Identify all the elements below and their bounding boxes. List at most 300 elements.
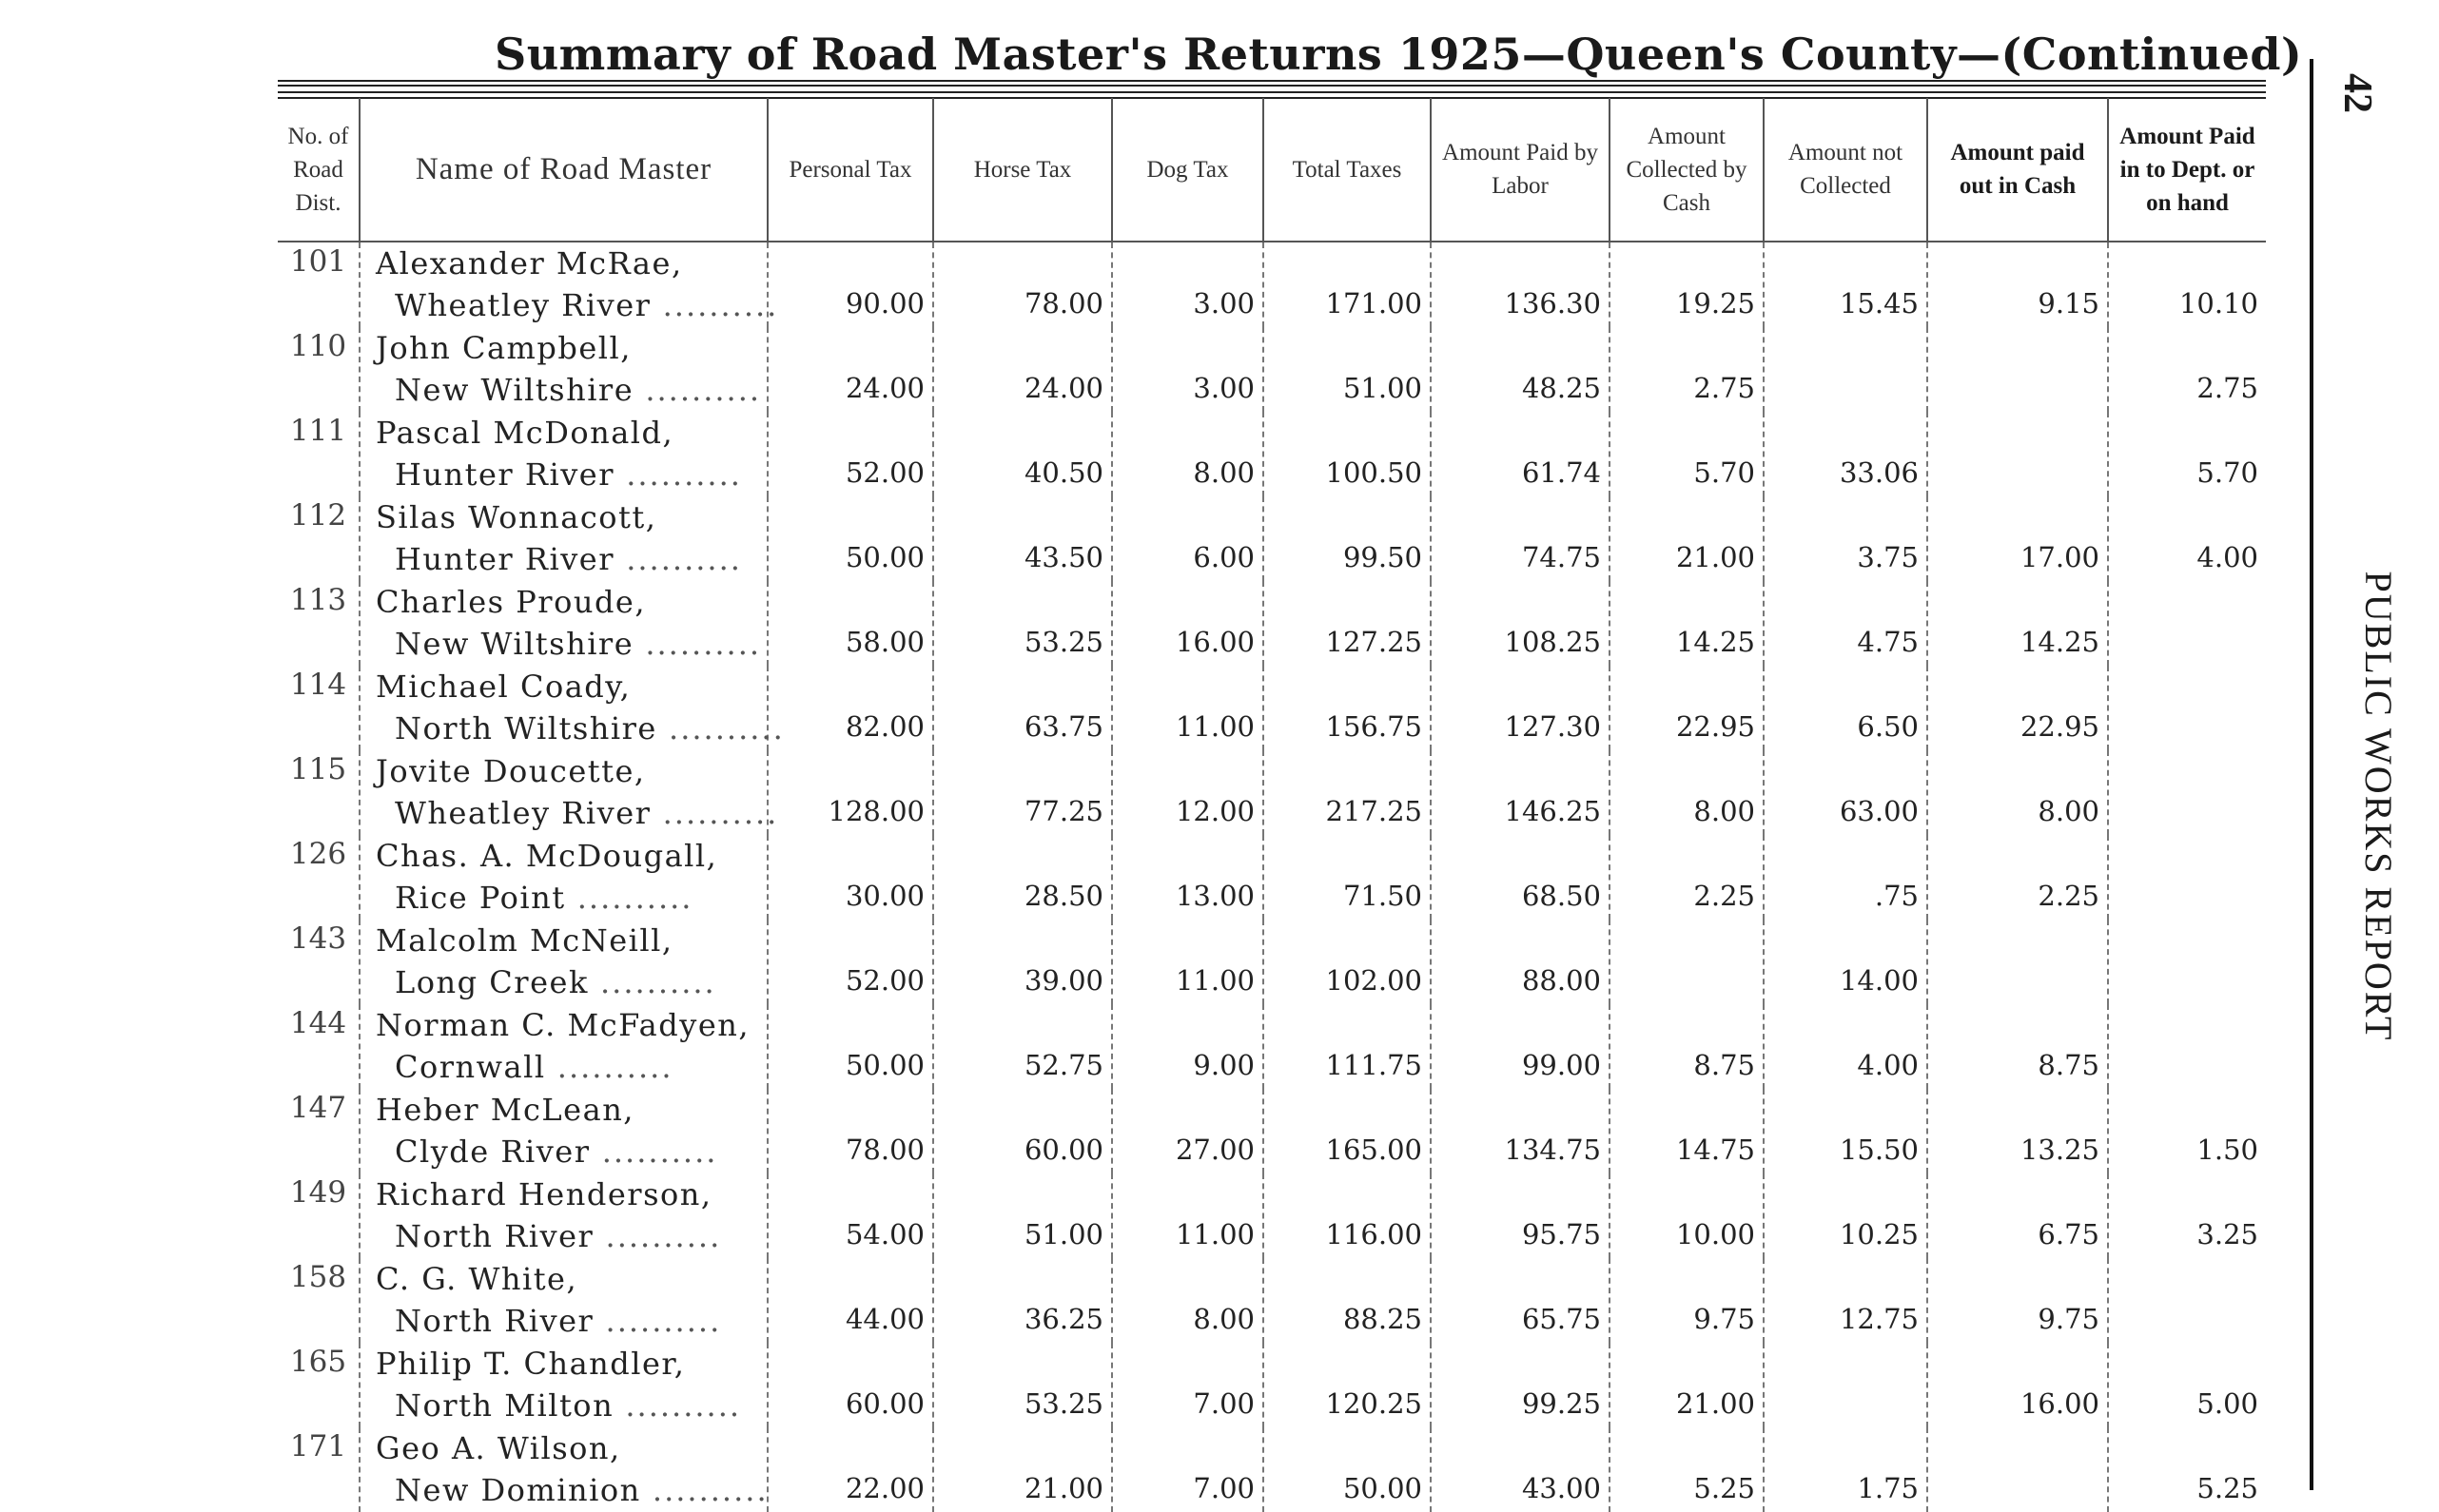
road-master-place-line — [376, 1385, 759, 1426]
cell-value: 100.50 — [1325, 456, 1422, 489]
leader-dots: .......... — [614, 1387, 742, 1424]
cell-value: 1.50 — [2196, 1134, 2258, 1166]
leader-dots: .......... — [651, 287, 779, 323]
road-master-name: Michael Coady, — [376, 669, 632, 705]
cell-value: 54.00 — [845, 1218, 925, 1250]
collected-by-cash-cell — [1610, 1089, 1764, 1173]
dog-tax-cell — [1112, 750, 1263, 835]
collected-by-cash-cell — [1610, 750, 1764, 835]
leader-dots: .......... — [615, 541, 742, 577]
cell-value: 127.30 — [1504, 710, 1601, 743]
paid-to-dept-cell — [2108, 1173, 2266, 1258]
road-master-place-line — [376, 961, 759, 1003]
total-taxes-cell — [1263, 327, 1431, 412]
horse-tax-cell — [933, 242, 1112, 327]
cell-value: 51.00 — [1024, 1218, 1103, 1250]
paid-out-cash-cell — [1927, 496, 2108, 581]
road-district-number: 115 — [289, 752, 347, 786]
road-district-number: 144 — [289, 1006, 347, 1040]
cell-value: 7.00 — [1193, 1387, 1255, 1420]
paid-out-cash-cell — [1927, 666, 2108, 750]
table-row — [278, 242, 2266, 327]
cell-value: 7.00 — [1193, 1472, 1255, 1504]
horse-tax-cell — [933, 750, 1112, 835]
horse-tax-cell — [933, 1258, 1112, 1343]
total-taxes-cell — [1263, 1258, 1431, 1343]
cell-value: 74.75 — [1521, 541, 1601, 573]
not-collected-cell — [1764, 750, 1927, 835]
cell-value: 11.00 — [1175, 964, 1255, 997]
paid-by-labor-cell — [1431, 327, 1610, 412]
collected-by-cash-cell — [1610, 1004, 1764, 1089]
table-row — [278, 1004, 2266, 1089]
personal-tax-cell — [768, 327, 933, 412]
road-master-cell — [360, 581, 768, 666]
table-row — [278, 1258, 2266, 1343]
total-taxes-cell — [1263, 1427, 1431, 1512]
collected-by-cash-cell — [1610, 1173, 1764, 1258]
paid-by-labor-cell — [1431, 1427, 1610, 1512]
road-master-place-line — [376, 1469, 769, 1511]
paid-to-dept-cell — [2108, 581, 2266, 666]
not-collected-cell — [1764, 581, 1927, 666]
cell-value: 22.00 — [845, 1472, 925, 1504]
collected-by-cash-cell — [1610, 242, 1764, 327]
dog-tax-cell — [1112, 1343, 1263, 1427]
cell-value: 3.00 — [1193, 287, 1255, 320]
total-taxes-cell — [1263, 750, 1431, 835]
cell-value: .75 — [1874, 880, 1919, 912]
cell-value: 52.00 — [845, 456, 925, 489]
road-district-number: 149 — [289, 1175, 347, 1210]
cell-value: 30.00 — [845, 880, 925, 912]
road-master-place: New Wiltshire — [395, 372, 634, 408]
paid-to-dept-cell — [2108, 1089, 2266, 1173]
cell-value: 63.75 — [1024, 710, 1103, 743]
leader-dots: .......... — [545, 1049, 673, 1085]
road-master-place: Wheatley River — [395, 795, 652, 831]
collected-by-cash-cell — [1610, 666, 1764, 750]
personal-tax-cell — [768, 835, 933, 920]
road-master-place-line — [376, 1215, 759, 1257]
cell-value: 5.25 — [1693, 1472, 1755, 1504]
not-collected-cell — [1764, 327, 1927, 412]
cell-value: 50.00 — [845, 541, 925, 573]
cell-value: 78.00 — [845, 1134, 925, 1166]
dog-tax-cell — [1112, 835, 1263, 920]
total-taxes-cell — [1263, 1004, 1431, 1089]
header-paid-to-dept: Amount Paid in to Dept. or on hand — [2108, 98, 2266, 242]
cell-value: 6.00 — [1193, 541, 1255, 573]
cell-value: 39.00 — [1024, 964, 1103, 997]
paid-to-dept-cell — [2108, 1258, 2266, 1343]
cell-value: 13.25 — [2019, 1134, 2099, 1166]
cell-value: 5.70 — [1693, 456, 1755, 489]
road-master-cell — [360, 1343, 768, 1427]
paid-to-dept-cell — [2108, 1427, 2266, 1512]
road-master-name: Pascal McDonald, — [376, 415, 674, 451]
road-master-place: North River — [395, 1218, 595, 1254]
road-district-number: 147 — [289, 1091, 347, 1125]
road-master-place: New Dominion — [395, 1472, 641, 1508]
cell-value: 4.00 — [1857, 1049, 1919, 1081]
road-master-name: Malcolm McNeill, — [376, 922, 673, 959]
road-master-place: Clyde River — [395, 1134, 591, 1170]
table-header-row — [278, 98, 2266, 242]
header-horse-tax: Horse Tax — [933, 98, 1112, 242]
cell-value: 11.00 — [1175, 710, 1255, 743]
paid-by-labor-cell — [1431, 835, 1610, 920]
cell-value: 43.50 — [1024, 541, 1103, 573]
road-master-name: Norman C. McFadyen, — [376, 1007, 751, 1043]
road-master-cell — [360, 920, 768, 1004]
horse-tax-cell — [933, 835, 1112, 920]
cell-value: 5.00 — [2196, 1387, 2258, 1420]
paid-by-labor-cell — [1431, 1089, 1610, 1173]
table-row — [278, 1173, 2266, 1258]
road-district-number: 143 — [289, 921, 347, 956]
not-collected-cell — [1764, 1427, 1927, 1512]
header-personal-tax: Personal Tax — [768, 98, 933, 242]
collected-by-cash-cell — [1610, 920, 1764, 1004]
personal-tax-cell — [768, 1089, 933, 1173]
collected-by-cash-cell — [1610, 1258, 1764, 1343]
paid-out-cash-cell — [1927, 1343, 2108, 1427]
road-master-place-line — [376, 538, 759, 580]
cell-value: 11.00 — [1175, 1218, 1255, 1250]
road-master-cell — [360, 412, 768, 496]
road-district-number: 110 — [289, 329, 347, 363]
road-master-place: North Wiltshire — [395, 710, 657, 746]
cell-value: 22.95 — [2019, 710, 2099, 743]
cell-value: 9.00 — [1193, 1049, 1255, 1081]
not-collected-cell — [1764, 1089, 1927, 1173]
leader-dots: .......... — [656, 710, 785, 746]
personal-tax-cell — [768, 496, 933, 581]
cell-value: 111.75 — [1325, 1049, 1422, 1081]
horse-tax-cell — [933, 1004, 1112, 1089]
cell-value: 82.00 — [845, 710, 925, 743]
horse-tax-cell — [933, 412, 1112, 496]
road-master-cell — [360, 1089, 768, 1173]
title-rule — [278, 91, 2266, 93]
horse-tax-cell — [933, 920, 1112, 1004]
road-master-place: Rice Point — [395, 880, 566, 916]
dog-tax-cell — [1112, 1427, 1263, 1512]
dog-tax-cell — [1112, 242, 1263, 327]
not-collected-cell — [1764, 835, 1927, 920]
road-master-name: C. G. White, — [376, 1261, 578, 1297]
cell-value: 65.75 — [1521, 1303, 1601, 1335]
road-district-number: 111 — [289, 414, 347, 448]
cell-value: 33.06 — [1839, 456, 1919, 489]
cell-value: 3.75 — [1857, 541, 1919, 573]
cell-value: 127.25 — [1325, 626, 1422, 658]
leader-dots: .......... — [634, 626, 762, 662]
paid-out-cash-cell — [1927, 1427, 2108, 1512]
cell-value: 2.25 — [1693, 880, 1755, 912]
total-taxes-cell — [1263, 666, 1431, 750]
road-master-cell — [360, 1004, 768, 1089]
table-row — [278, 835, 2266, 920]
cell-value: 14.75 — [1675, 1134, 1755, 1166]
cell-value: 44.00 — [845, 1303, 925, 1335]
horse-tax-cell — [933, 666, 1112, 750]
leader-dots: .......... — [594, 1218, 722, 1254]
cell-value: 8.00 — [1693, 795, 1755, 827]
not-collected-cell — [1764, 666, 1927, 750]
road-master-name: Charles Proude, — [376, 584, 647, 620]
road-master-place-line — [376, 1131, 759, 1173]
paid-by-labor-cell — [1431, 496, 1610, 581]
paid-by-labor-cell — [1431, 1004, 1610, 1089]
cell-value: 5.25 — [2196, 1472, 2258, 1504]
cell-value: 22.95 — [1675, 710, 1755, 743]
cell-value: 2.75 — [2196, 372, 2258, 404]
total-taxes-cell — [1263, 1343, 1431, 1427]
collected-by-cash-cell — [1610, 412, 1764, 496]
road-master-name: Philip T. Chandler, — [376, 1346, 686, 1382]
paid-out-cash-cell — [1927, 750, 2108, 835]
total-taxes-cell — [1263, 242, 1431, 327]
table-row — [278, 581, 2266, 666]
paid-to-dept-cell — [2108, 242, 2266, 327]
cell-value: 99.50 — [1342, 541, 1422, 573]
road-master-name: Heber McLean, — [376, 1092, 634, 1128]
road-master-cell — [360, 666, 785, 750]
collected-by-cash-cell — [1610, 581, 1764, 666]
cell-value: 24.00 — [845, 372, 925, 404]
road-master-cell — [360, 1427, 768, 1512]
road-master-name: Alexander McRae, — [376, 245, 683, 281]
cell-value: 88.25 — [1342, 1303, 1422, 1335]
table-row — [278, 920, 2266, 1004]
cell-value: 4.75 — [1857, 626, 1919, 658]
road-master-place: Long Creek — [395, 964, 589, 1000]
cell-value: 6.50 — [1857, 710, 1919, 743]
cell-value: 10.00 — [1675, 1218, 1755, 1250]
road-district-number: 112 — [289, 498, 347, 533]
cell-value: 8.75 — [1693, 1049, 1755, 1081]
collected-by-cash-cell — [1610, 1343, 1764, 1427]
cell-value: 60.00 — [1024, 1134, 1103, 1166]
not-collected-cell — [1764, 412, 1927, 496]
collected-by-cash-cell — [1610, 1427, 1764, 1512]
cell-value: 156.75 — [1325, 710, 1422, 743]
cell-value: 128.00 — [828, 795, 925, 827]
cell-value: 21.00 — [1675, 1387, 1755, 1420]
road-master-name: Jovite Doucette, — [376, 753, 646, 789]
margin-rule — [2310, 59, 2313, 1490]
collected-by-cash-cell — [1610, 496, 1764, 581]
paid-to-dept-cell — [2108, 1004, 2266, 1089]
paid-out-cash-cell — [1927, 1173, 2108, 1258]
title-rule — [278, 80, 2266, 82]
road-master-name: John Campbell, — [376, 330, 632, 366]
not-collected-cell — [1764, 1173, 1927, 1258]
paid-by-labor-cell — [1431, 666, 1610, 750]
cell-value: 99.25 — [1521, 1387, 1601, 1420]
cell-value: 15.45 — [1839, 287, 1919, 320]
page-number: 42 — [2335, 73, 2379, 113]
paid-out-cash-cell — [1927, 242, 2108, 327]
paid-to-dept-cell — [2108, 496, 2266, 581]
cell-value: 71.50 — [1342, 880, 1422, 912]
road-master-place-line — [376, 708, 785, 749]
cell-value: 12.00 — [1175, 795, 1255, 827]
cell-value: 10.25 — [1839, 1218, 1919, 1250]
horse-tax-cell — [933, 1173, 1112, 1258]
cell-value: 90.00 — [845, 287, 925, 320]
personal-tax-cell — [768, 1004, 933, 1089]
table-row — [278, 750, 2266, 835]
header-collected-by-cash: Amount Collected by Cash — [1610, 98, 1764, 242]
road-master-cell — [360, 496, 768, 581]
road-district-number: 113 — [289, 583, 347, 617]
table-body — [278, 242, 2266, 1512]
paid-to-dept-cell — [2108, 412, 2266, 496]
cell-value: 52.00 — [845, 964, 925, 997]
cell-value: 3.25 — [2196, 1218, 2258, 1250]
road-master-place-line — [376, 623, 762, 665]
cell-value: 50.00 — [845, 1049, 925, 1081]
horse-tax-cell — [933, 1427, 1112, 1512]
paid-by-labor-cell — [1431, 581, 1610, 666]
dog-tax-cell — [1112, 666, 1263, 750]
cell-value: 15.50 — [1839, 1134, 1919, 1166]
page-title: Summary of Road Master's Returns 1925—Queen's County—(Continued) — [495, 29, 2303, 80]
table-row — [278, 1343, 2266, 1427]
road-master-place-line — [376, 454, 759, 495]
horse-tax-cell — [933, 327, 1112, 412]
collected-by-cash-cell — [1610, 327, 1764, 412]
not-collected-cell — [1764, 1004, 1927, 1089]
leader-dots: .......... — [565, 880, 693, 916]
cell-value: 2.75 — [1693, 372, 1755, 404]
dog-tax-cell — [1112, 1004, 1263, 1089]
road-master-cell — [360, 835, 768, 920]
paid-by-labor-cell — [1431, 750, 1610, 835]
paid-by-labor-cell — [1431, 242, 1610, 327]
road-master-place: Wheatley River — [395, 287, 652, 323]
cell-value: 8.00 — [2038, 795, 2099, 827]
not-collected-cell — [1764, 1343, 1927, 1427]
cell-value: 13.00 — [1175, 880, 1255, 912]
cell-value: 5.70 — [2196, 456, 2258, 489]
road-district-number: 158 — [289, 1260, 347, 1294]
road-master-place-line — [376, 369, 762, 411]
paid-by-labor-cell — [1431, 920, 1610, 1004]
cell-value: 48.25 — [1521, 372, 1601, 404]
cell-value: 10.10 — [2178, 287, 2258, 320]
cell-value: 77.25 — [1024, 795, 1103, 827]
road-master-place: North Milton — [395, 1387, 615, 1424]
cell-value: 4.00 — [2196, 541, 2258, 573]
cell-value: 134.75 — [1504, 1134, 1601, 1166]
paid-out-cash-cell — [1927, 412, 2108, 496]
paid-out-cash-cell — [1927, 1004, 2108, 1089]
personal-tax-cell — [768, 920, 933, 1004]
cell-value: 68.50 — [1521, 880, 1601, 912]
leader-dots: .......... — [590, 1134, 718, 1170]
road-master-cell — [360, 750, 779, 835]
personal-tax-cell — [768, 581, 933, 666]
cell-value: 24.00 — [1024, 372, 1103, 404]
road-master-returns-table — [278, 98, 2266, 1512]
personal-tax-cell — [768, 750, 933, 835]
road-district-number: 114 — [289, 668, 347, 702]
cell-value: 21.00 — [1675, 541, 1755, 573]
not-collected-cell — [1764, 920, 1927, 1004]
cell-value: 6.75 — [2038, 1218, 2099, 1250]
paid-out-cash-cell — [1927, 327, 2108, 412]
cell-value: 14.25 — [1675, 626, 1755, 658]
cell-value: 78.00 — [1024, 287, 1103, 320]
table-row — [278, 496, 2266, 581]
paid-to-dept-cell — [2108, 750, 2266, 835]
cell-value: 14.25 — [2019, 626, 2099, 658]
personal-tax-cell — [768, 666, 933, 750]
cell-value: 27.00 — [1175, 1134, 1255, 1166]
cell-value: 19.25 — [1675, 287, 1755, 320]
road-master-name: Chas. A. McDougall, — [376, 838, 718, 874]
dog-tax-cell — [1112, 1173, 1263, 1258]
header-name: Name of Road Master — [360, 98, 768, 242]
leader-dots: .......... — [615, 456, 742, 493]
table-row — [278, 666, 2266, 750]
leader-dots: .......... — [651, 795, 779, 831]
dog-tax-cell — [1112, 1258, 1263, 1343]
cell-value: 9.15 — [2038, 287, 2099, 320]
dog-tax-cell — [1112, 1089, 1263, 1173]
total-taxes-cell — [1263, 920, 1431, 1004]
paid-to-dept-cell — [2108, 835, 2266, 920]
paid-by-labor-cell — [1431, 1173, 1610, 1258]
dog-tax-cell — [1112, 412, 1263, 496]
cell-value: 9.75 — [2038, 1303, 2099, 1335]
cell-value: 43.00 — [1521, 1472, 1601, 1504]
paid-to-dept-cell — [2108, 327, 2266, 412]
table-row — [278, 1089, 2266, 1173]
cell-value: 8.00 — [1193, 1303, 1255, 1335]
cell-value: 28.50 — [1024, 880, 1103, 912]
cell-value: 36.25 — [1024, 1303, 1103, 1335]
cell-value: 40.50 — [1024, 456, 1103, 489]
personal-tax-cell — [768, 412, 933, 496]
horse-tax-cell — [933, 1089, 1112, 1173]
header-dog-tax: Dog Tax — [1112, 98, 1263, 242]
header-paid-out-cash: Amount paid out in Cash — [1927, 98, 2108, 242]
cell-value: 9.75 — [1693, 1303, 1755, 1335]
cell-value: 52.75 — [1024, 1049, 1103, 1081]
personal-tax-cell — [768, 1343, 933, 1427]
paid-to-dept-cell — [2108, 666, 2266, 750]
header-paid-by-labor: Amount Paid by Labor — [1431, 98, 1610, 242]
cell-value: 53.25 — [1024, 626, 1103, 658]
cell-value: 88.00 — [1521, 964, 1601, 997]
cell-value: 217.25 — [1325, 795, 1422, 827]
not-collected-cell — [1764, 496, 1927, 581]
paid-to-dept-cell — [2108, 920, 2266, 1004]
horse-tax-cell — [933, 496, 1112, 581]
road-master-place: New Wiltshire — [395, 626, 634, 662]
cell-value: 99.00 — [1521, 1049, 1601, 1081]
leader-dots: .......... — [588, 964, 716, 1000]
cell-value: 50.00 — [1342, 1472, 1422, 1504]
leader-dots: .......... — [640, 1472, 769, 1508]
paid-out-cash-cell — [1927, 1258, 2108, 1343]
total-taxes-cell — [1263, 496, 1431, 581]
